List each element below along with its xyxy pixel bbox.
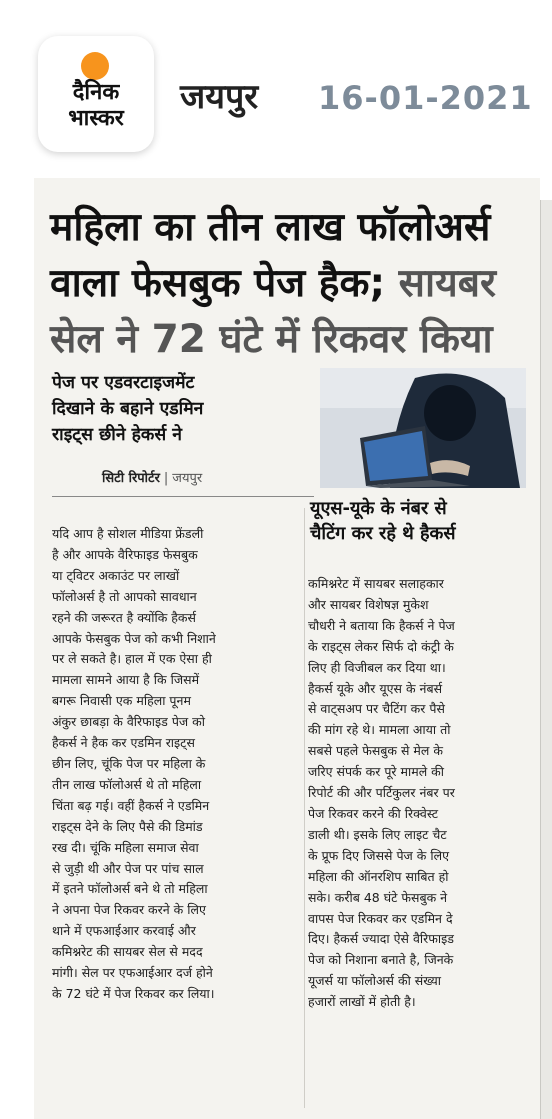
- publish-date: 16-01-2021: [318, 79, 533, 117]
- body-line: रहने की जरूरत है क्योंकि हैकर्स: [52, 609, 196, 625]
- body-line: सबसे पहले फेसबुक से मेल के: [308, 743, 443, 759]
- body-line: अंकुर छाबड़ा के वैरिफाइड पेज को: [52, 714, 206, 730]
- city-name: जयपुर: [180, 77, 259, 117]
- subheading-line: दिखाने के बहाने एडमिन: [52, 399, 204, 419]
- body-line: पेज को निशाना बनाते है, जिनके: [308, 952, 454, 968]
- headline-line3: सेल ने 72 घंटे में रिकवर किया: [50, 317, 493, 362]
- sun-icon: [81, 52, 109, 80]
- body-line: बगरू निवासी एक महिला पूनम: [52, 693, 191, 709]
- body-line: कमिश्नरेट की सायबर सेल से मदद: [52, 944, 203, 960]
- body-line: हजारों लाखों में होती है।: [308, 994, 416, 1010]
- body-line: की मांग रहे थे। मामला आया तो: [308, 722, 451, 738]
- side-heading-line: यूएस-यूके के नंबर से: [310, 498, 447, 519]
- body-line: जरिए संपर्क कर पूरे मामले की: [308, 764, 444, 780]
- side-heading-line: चैटिंग कर रहे थे हैकर्स: [310, 523, 456, 544]
- column-divider: [304, 508, 305, 1108]
- body-line: डाली थी। इसके लिए लाइट चैट: [308, 826, 447, 842]
- headline-line2-part2: सायबर: [398, 261, 496, 306]
- body-line: सके। करीब 48 घंटे फेसबुक ने: [308, 889, 448, 905]
- body-line: हैकर्स यूके और यूएस के नंबर्स: [308, 680, 443, 696]
- body-line: के राइट्स लेकर सिर्फ दो कंट्री के: [308, 638, 454, 654]
- body-line: छीन लिए, चूंकि पेज पर महिला के: [52, 755, 206, 771]
- body-line: आपके फेसबुक पेज को कभी निशाने: [52, 630, 216, 646]
- body-line: से वाट्सअप पर चैटिंग कर पैसे: [308, 701, 445, 717]
- headline-line2: [50, 258, 530, 310]
- body-line: राइट्स देने के लिए पैसे की डिमांड: [52, 818, 203, 834]
- body-line: यूजर्स या फॉलोअर्स की संख्या: [308, 973, 442, 989]
- body-line: फॉलोअर्स है तो आपको सावधान: [52, 588, 197, 604]
- newspaper-clipping: [34, 178, 540, 1119]
- body-line: तीन लाख फॉलोअर्स थे तो महिला: [52, 776, 202, 792]
- subheading-line: राइट्स छीने हेकर्स ने: [52, 425, 182, 445]
- subheading: [52, 370, 312, 448]
- body-line: वापस पेज रिकवर कर एडमिन दे: [308, 910, 453, 926]
- next-page-edge: [540, 200, 552, 1119]
- body-line: और सायबर विशेषज्ञ मुकेश: [308, 596, 429, 612]
- body-line: के प्रूफ दिए जिससे पेज के लिए: [308, 847, 449, 863]
- dainik-bhaskar-logo: [38, 36, 154, 152]
- hacker-illustration: [320, 368, 526, 488]
- body-line: में इतने फॉलोअर्स बने थे तो महिला: [52, 881, 208, 897]
- body-line: यदि आप है सोशल मीडिया फ्रेंडली: [52, 526, 204, 541]
- body-line: थाने में एफआईआर करवाई और: [52, 923, 196, 939]
- headline-line2-part1: वाला फेसबुक पेज हैक;: [50, 261, 386, 306]
- subheading-line: पेज पर एडवरटाइजमेंट: [52, 373, 195, 393]
- logo-line2: भास्कर: [68, 106, 124, 131]
- right-column: [308, 574, 532, 1013]
- logo-line1: दैनिक: [72, 80, 120, 105]
- body-line: मामला सामने आया है कि जिसमें: [52, 672, 200, 688]
- left-column: [52, 524, 302, 1005]
- headline-line1: महिला का तीन लाख फॉलोअर्स: [50, 205, 491, 250]
- body-line: रिपोर्ट की और पर्टिकुलर नंबर पर: [308, 785, 455, 801]
- body-line: पेज रिकवर करने की रिक्वेस्ट: [308, 805, 439, 821]
- body-line: महिला की ऑनरशिप साबित हो: [308, 868, 449, 884]
- body-line: हैकर्स ने हैक कर एडमिन राइट्स: [52, 735, 195, 751]
- byline: सिटी रिपोर्टर | जयपुर: [102, 471, 203, 486]
- byline-author: सिटी रिपोर्टर: [102, 471, 160, 486]
- body-line: रख दी। चूंकि महिला समाज सेवा: [52, 839, 199, 855]
- side-heading: [310, 496, 530, 546]
- body-line: है और आपके वैरिफाइड फेसबुक: [52, 546, 198, 562]
- body-line: या ट्विटर अकाउंट पर लाखों: [52, 567, 180, 583]
- header: [0, 0, 552, 175]
- hacker-photo: [320, 368, 526, 488]
- byline-location: जयपुर: [172, 471, 203, 486]
- body-line: से जुड़ी थी और पेज पर पांच साल: [52, 860, 204, 876]
- divider: [52, 496, 314, 497]
- body-line: दिए। हैकर्स ज्यादा ऐसे वैरिफाइड: [308, 931, 454, 947]
- body-line: ने अपना पेज रिकवर करने के लिए: [52, 902, 206, 918]
- body-line: चौधरी ने बताया कि हैकर्स ने पेज: [308, 617, 455, 633]
- body-line: चिंता बढ़ गई। वहीं हैकर्स ने एडमिन: [52, 797, 210, 813]
- body-line: लिए ही विजीबल कर दिया था।: [308, 659, 446, 675]
- body-line: कमिश्नरेट में सायबर सलाहकार: [308, 576, 444, 591]
- body-line: पर ले सकते है। हाल में एक ऐसा ही: [52, 651, 212, 667]
- body-line: के 72 घंटे में पेज रिकवर कर लिया।: [52, 985, 215, 1001]
- body-line: मांगी। सेल पर एफआईआर दर्ज होने: [52, 965, 213, 981]
